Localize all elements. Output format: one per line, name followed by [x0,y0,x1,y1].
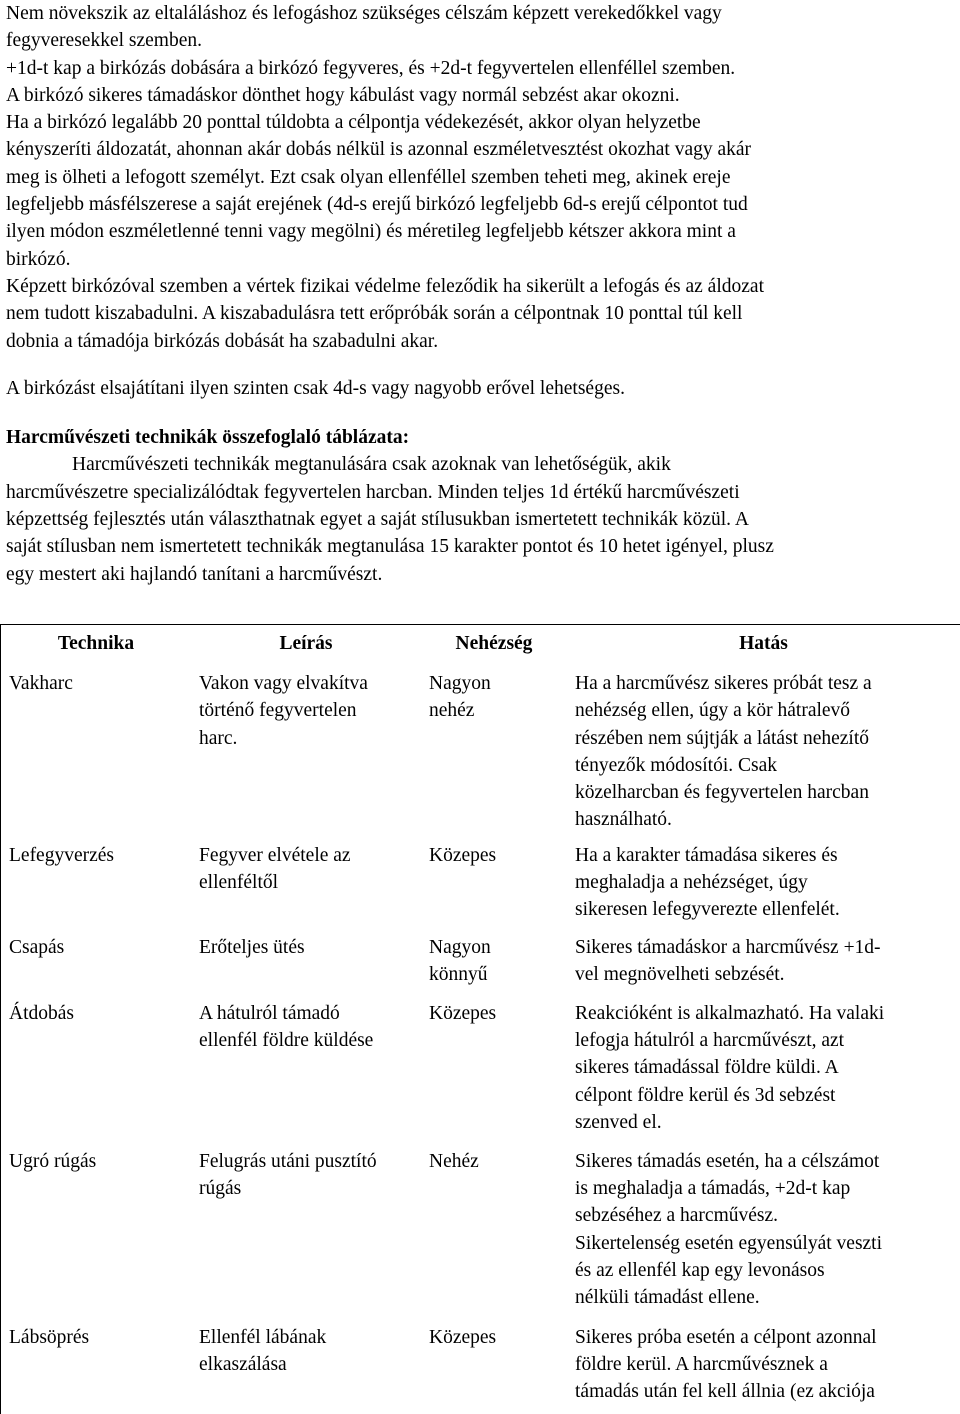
cell-difficulty-line: Közepes [429,844,497,866]
cell-technique [1,834,191,926]
cell-effect-line: Reakcióként is alkalmazható. Ha valaki [575,1002,885,1024]
cell-difficulty [421,834,567,926]
cell-difficulty [421,926,567,992]
table-row [1,992,960,1140]
table-row [1,663,960,834]
cell-effect [567,1140,960,1316]
cell-effect-line: használható. [575,809,672,831]
cell-difficulty-line: Közepes [429,1002,497,1024]
cell-description [191,992,421,1140]
table-row [1,926,960,992]
learn-requirement-text: A birkózást elsajátítani ilyen szinten csak 4d-s vagy nagyobb erővel lehetséges. [6,377,625,399]
intro-line: meg is ölheti a lefogott személyt. Ezt csak olyan ellenféllel szemben teheti meg, akinek ereje [6,166,731,188]
cell-description-line: A hátulról támadó [199,1002,340,1024]
cell-effect-line: és az ellenfél kap egy levonásos [575,1259,825,1281]
cell-effect [567,1316,960,1414]
cell-description-line: rúgás [199,1178,242,1200]
cell-description [191,1140,421,1316]
cell-effect-line: Sikertelenség esetén egyensúlyát veszti [575,1232,883,1254]
cell-description-line: elkaszálása [199,1354,287,1376]
cell-effect [567,663,960,834]
cell-description-line: ellenfél földre küldése [199,1030,374,1052]
table-row [1,1316,960,1414]
table-row [1,1140,960,1316]
technique-name: Lefegyverzés [9,844,115,866]
cell-technique [1,663,191,834]
header-hatas: Hatás [739,633,788,654]
section-paragraph [6,451,956,587]
cell-effect-line: Ha a karakter támadása sikeres és [575,844,838,866]
intro-line: fegyveresekkel szemben. [6,30,202,52]
cell-effect-line: vel megnövelheti sebzését. [575,964,785,986]
techniques-table-frame [0,624,960,1414]
cell-description-line: harc. [199,727,238,749]
header-technika: Technika [57,633,135,654]
cell-effect-line: földre kerül. A harcművésznek a [575,1354,828,1376]
intro-line: kényszeríti áldozatát, ahonnan akár dobás nélkül is azonnal eszméletvesztést okozhat vagy akár [6,139,752,161]
cell-description [191,1316,421,1414]
cell-effect-line: sebzéséhez a harcművész. [575,1205,779,1227]
intro-paragraph [6,0,956,355]
cell-description-line: Fegyver elvétele az [199,844,351,866]
table-header-row [1,625,960,663]
cell-effect-line: nélküli támadást ellene. [575,1287,760,1309]
cell-description-line: Ellenfél lábának [199,1326,327,1348]
cell-effect-line: nehézség ellen, úgy a kör hátralevő [575,700,851,722]
section-heading: Harcművészeti technikák összefoglaló táblázata: [6,427,410,449]
technique-name: Átdobás [9,1002,74,1024]
intro-line: ilyen módon eszméletlenné tenni vagy megölni) és méretileg legfeljebb kétszer akkora mint a [6,221,736,243]
cell-description-line: Vakon vagy elvakítva [199,673,368,694]
cell-description-line: Felugrás utáni pusztító [199,1150,377,1172]
intro-line: legfeljebb másfélszerese a saját erejének (4d-s erejű birkózó legfeljebb 6d-s erejű célpontot tud [6,194,748,216]
cell-difficulty-line: nehéz [429,700,475,722]
cell-technique [1,1316,191,1414]
technique-name: Lábsöprés [9,1326,90,1348]
cell-effect-line: Ha a harcművész sikeres próbát tesz a [575,673,872,694]
cell-effect-line: célpont földre kerül és 3d sebzést [575,1084,836,1106]
section-line: harcművészetre specializálódtak fegyvertelen harcban. Minden teljes 1d értékű harcművészeti [6,481,740,503]
cell-effect-line: Sikeres támadáskor a harcművész +1d- [575,936,881,958]
cell-effect-line: sikeresen lefegyverezte ellenfelét. [575,899,840,921]
cell-effect-line: szenved el. [575,1111,662,1133]
cell-effect-line: Sikeres próba esetén a célpont azonnal [575,1326,877,1348]
intro-line: nem tudott kiszabadulni. A kiszabadulásra tett erőpróbák során a célpontnak 10 ponttal túl kell [6,303,743,325]
cell-description-line: Erőteljes ütés [199,936,305,958]
cell-difficulty-line: Nehéz [429,1150,479,1172]
cell-description [191,663,421,834]
intro-line: Ha a birkózó legalább 20 ponttal túldobta a célpontja védekezését, akkor olyan helyzetbe [6,112,701,134]
intro-line: Nem növekszik az eltaláláshoz és lefogáshoz szükséges célszám képzett verekedőkkel vagy [6,3,722,24]
cell-difficulty-line: Nagyon [429,673,491,694]
cell-effect-line: Sikeres támadás esetén, ha a célszámot [575,1150,880,1172]
section-line: Harcművészeti technikák megtanulására csak azoknak van lehetőségük, akik [72,454,671,476]
cell-difficulty [421,992,567,1140]
section-line: saját stílusban nem ismertetett technikák megtanulása 15 karakter pontot és 10 hetet igényel, plusz [6,536,774,558]
intro-line: dobnia a támadója birkózás dobását ha szabadulni akar. [6,330,439,352]
techniques-table [1,625,960,1414]
cell-effect [567,926,960,992]
technique-name: Ugró rúgás [9,1150,97,1172]
cell-technique [1,926,191,992]
intro-line: A birkózó sikeres támadáskor dönthet hogy kábulást vagy normál sebzést akar okozni. [6,84,680,106]
header-nehezseg: Nehézség [455,633,533,654]
cell-difficulty [421,663,567,834]
cell-effect-line: lefogja hátulról a harcművészt, azt [575,1030,845,1052]
cell-effect-line: is meghaladja a támadás, +2d-t kap [575,1178,851,1200]
table-row [1,834,960,926]
cell-difficulty-line: Nagyon [429,936,491,958]
cell-difficulty [421,1140,567,1316]
section-line: képzettség fejlesztés után választhatnak egyet a saját stílusukban ismertetett technikák közül. A [6,509,749,531]
document-page [6,0,956,588]
cell-difficulty-line: könnyű [429,964,488,986]
section-line: egy mestert aki hajlandó tanítani a harcművészt. [6,563,383,585]
cell-difficulty [421,1316,567,1414]
intro-line: birkózó. [6,248,71,270]
cell-technique [1,1140,191,1316]
cell-effect-line: sikeres támadással földre küldi. A [575,1057,839,1079]
technique-name: Csapás [9,936,65,958]
cell-effect-line: részében nem sújtják a látást nehezítő [575,727,870,749]
technique-name: Vakharc [9,673,73,694]
cell-effect-line: tényezők módosítói. Csak [575,754,778,776]
header-leiras: Leírás [279,633,333,654]
cell-difficulty-line: Közepes [429,1326,497,1348]
intro-line: +1d-t kap a birkózás dobására a birkózó fegyveres, és +2d-t fegyvertelen ellenféllel szemben. [6,57,736,79]
cell-description-line: ellenféltől [199,872,279,894]
cell-effect [567,834,960,926]
cell-description [191,834,421,926]
cell-effect-line: meghaladja a nehézséget, úgy [575,872,808,894]
cell-effect [567,992,960,1140]
cell-effect-line: támadás után fel kell állnia (ez akciója [575,1381,875,1403]
intro-line: Képzett birkózóval szemben a vértek fizikai védelme feleződik ha sikerült a lefogás és az áldozat [6,275,764,297]
cell-technique [1,992,191,1140]
cell-description-line: történő fegyvertelen [199,700,357,722]
cell-effect-line: közelharcban és fegyvertelen harcban [575,782,869,804]
cell-description [191,926,421,992]
